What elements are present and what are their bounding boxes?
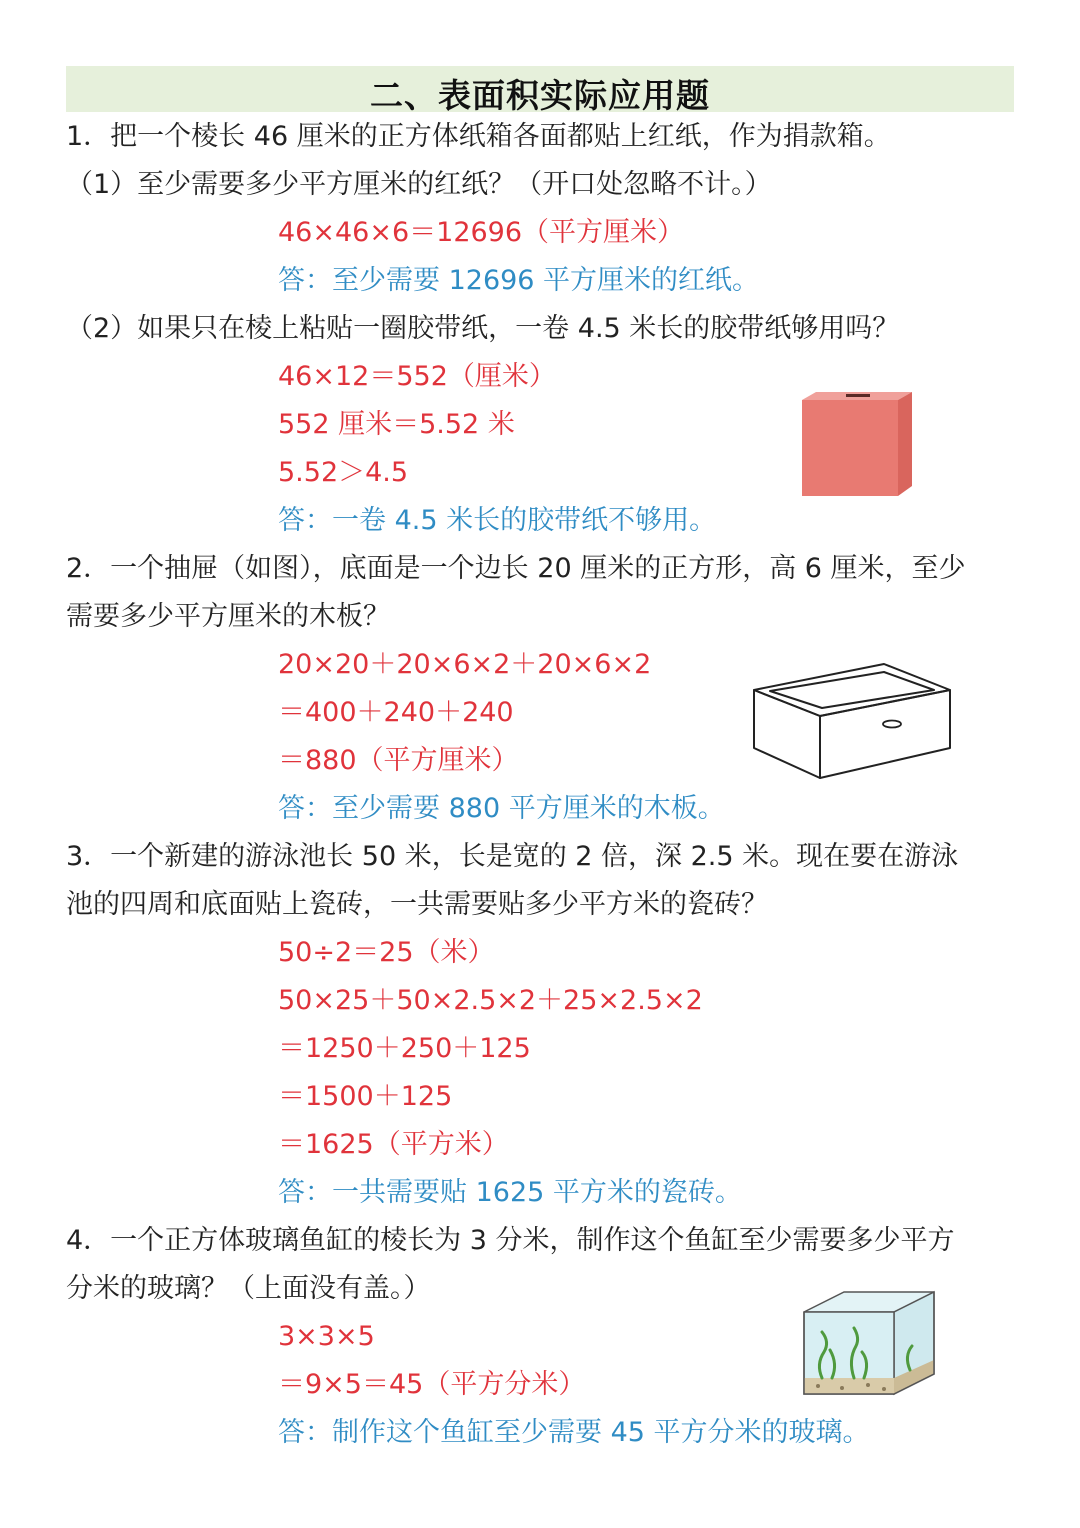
problem-2-question-line-1: 2．一个抽屉（如图），底面是一个边长 20 厘米的正方形，高 6 厘米，至少 [66, 553, 966, 584]
page-title: 二、表面积实际应用题 [370, 76, 710, 115]
problem-4-answer: 答：制作这个鱼缸至少需要 45 平方分米的玻璃。 [278, 1417, 870, 1448]
problem-1-part-1-answer: 答：至少需要 12696 平方厘米的红纸。 [278, 265, 760, 296]
problem-1-question: 1．把一个棱长 46 厘米的正方体纸箱各面都贴上红纸，作为捐款箱。 [66, 121, 891, 152]
problem-4-question-line-1: 4．一个正方体玻璃鱼缸的棱长为 3 分米，制作这个鱼缸至少需要多少平方 [66, 1225, 955, 1256]
problem-1-part-2-question: （2）如果只在棱上粘贴一圈胶带纸，一卷 4.5 米长的胶带纸够用吗？ [66, 313, 900, 344]
problem-3-calc-4: ＝1500＋125 [278, 1081, 453, 1112]
problem-2-question-line-2: 需要多少平方厘米的木板？ [66, 601, 390, 632]
fish-tank-icon [798, 1290, 938, 1400]
problem-1-part-1-question: （1）至少需要多少平方厘米的红纸？（开口处忽略不计。） [66, 169, 772, 200]
red-donation-box-icon [798, 390, 916, 506]
problem-1-part-2-calc-2: 552 厘米＝5.52 米 [278, 409, 515, 440]
problem-1-part-1-calc-1: 46×46×6＝12696（平方厘米） [278, 217, 685, 248]
problem-3-calc-1: 50÷2＝25（米） [278, 937, 495, 968]
problem-4-calc-2: ＝9×5＝45（平方分米） [278, 1369, 586, 1400]
problem-2-calc-1: 20×20＋20×6×2＋20×6×2 [278, 649, 652, 680]
drawer-icon [750, 660, 954, 784]
problem-3-calc-3: ＝1250＋250＋125 [278, 1033, 531, 1064]
problem-2-calc-2: ＝400＋240＋240 [278, 697, 514, 728]
problem-3-calc-5: ＝1625（平方米） [278, 1129, 509, 1160]
problem-3-answer: 答：一共需要贴 1625 平方米的瓷砖。 [278, 1177, 742, 1208]
problem-2-calc-3: ＝880（平方厘米） [278, 745, 519, 776]
problem-1-part-2-calc-3: 5.52＞4.5 [278, 457, 409, 488]
problem-4-question-line-2: 分米的玻璃？（上面没有盖。） [66, 1273, 431, 1304]
problem-4-calc-1: 3×3×5 [278, 1321, 375, 1352]
problem-2-answer: 答：至少需要 880 平方厘米的木板。 [278, 793, 725, 824]
title-bar [66, 66, 1014, 115]
problem-3-question-line-2: 池的四周和底面贴上瓷砖，一共需要贴多少平方米的瓷砖？ [66, 889, 768, 920]
problem-3-calc-2: 50×25＋50×2.5×2＋25×2.5×2 [278, 985, 703, 1016]
problem-3-question-line-1: 3．一个新建的游泳池长 50 米，长是宽的 2 倍，深 2.5 米。现在要在游泳 [66, 841, 959, 872]
problem-1-part-2-answer: 答：一卷 4.5 米长的胶带纸不够用。 [278, 505, 717, 536]
problem-1-part-2-calc-1: 46×12＝552（厘米） [278, 361, 556, 392]
